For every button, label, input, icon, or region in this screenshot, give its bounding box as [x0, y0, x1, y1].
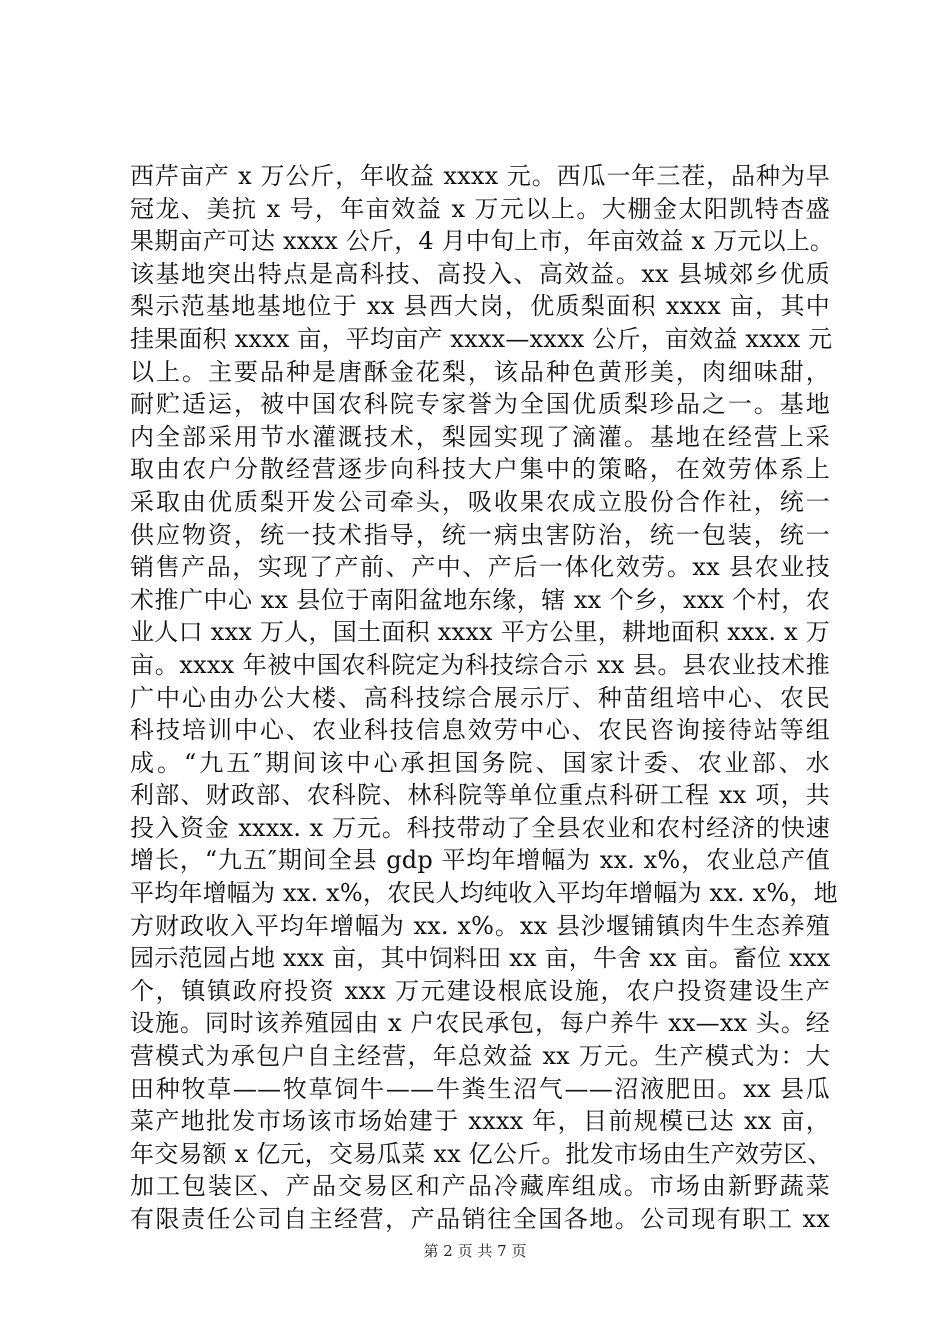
text-line: 该基地突出特点是高科技、高投入、高效益。xx 县城郊乡优质	[130, 259, 830, 288]
text-line: 园示范园占地 xxx 亩，其中饲料田 xx 亩，牛舍 xx 亩。畜位 xxx	[130, 944, 831, 973]
text-line: 科技培训中心、农业科技信息效劳中心、农民咨询接待站等组	[130, 716, 830, 745]
text-line: 有限责任公司自主经营，产品销往全国各地。公司现有职工 xx	[130, 1205, 830, 1233]
text-line: 供应物资，统一技术指导，统一病虫害防治，统一包装，统一	[130, 520, 830, 549]
text-line: 利部、财政部、农科院、林科院等单位重点科研工程 xx 项，共	[130, 781, 830, 810]
text-line: 个，镇镇政府投资 xxx 万元建设根底设施，农户投资建设生产	[130, 976, 830, 1005]
text-line: 广中心由办公大楼、高科技综合展示厅、种苗组培中心、农民	[130, 683, 830, 712]
text-line: 梨示范基地基地位于 xx 县西大岗，优质梨面积 xxxx 亩，其中	[130, 292, 830, 321]
text-line: 营模式为承包户自主经营，年总效益 xx 万元。生产模式为：大	[130, 1042, 830, 1071]
text-line: 年交易额 x 亿元，交易瓜菜 xx 亿公斤。批发市场由生产效劳区、	[130, 1139, 832, 1168]
page-footer: 第 2 页 共 7 页	[423, 1242, 527, 1260]
text-line: 成。“九五″期间该中心承担国务院、国家计委、农业部、水	[130, 748, 830, 777]
text-line: 内全部采用节水灌溉技术，梨园实现了滴灌。基地在经营上采	[130, 422, 830, 451]
text-line: 投入资金 xxxx. x 万元。科技带动了全县农业和农村经济的快速	[130, 813, 830, 842]
text-line: 西芹亩产 x 万公斤，年收益 xxxx 元。西瓜一年三茬，品种为早	[130, 162, 830, 190]
text-line: 以上。主要品种是唐酥金花梨，该品种色黄形美，肉细味甜，	[130, 357, 830, 386]
text-line: 采取由优质梨开发公司牵头，吸收果农成立股份合作社，统一	[130, 487, 830, 516]
text-line: 术推广中心 xx 县位于南阳盆地东缘，辖 xx 个乡，xxx 个村，农	[130, 585, 830, 614]
text-line: 挂果面积 xxxx 亩，平均亩产 xxxx—xxxx 公斤，亩效益 xxxx 元	[130, 324, 833, 353]
text-line: 设施。同时该养殖园由 x 户农民承包，每户养牛 xx—xx 头。经	[130, 1009, 830, 1038]
text-line: 菜产地批发市场该市场始建于 xxxx 年，目前规模已达 xx 亩，	[130, 1107, 830, 1136]
text-line: 平均年增幅为 xx. x%，农民人均纯收入平均年增幅为 xx. x%，地	[130, 879, 838, 908]
text-line: 增长，“九五″期间全县 gdp 平均年增幅为 xx. x%，农业总产值	[130, 846, 830, 875]
text-line: 业人口 xxx 万人，国土面积 xxxx 平方公里，耕地面积 xxx. x 万	[130, 618, 830, 647]
text-line: 取由农户分散经营逐步向科技大户集中的策略，在效劳体系上	[130, 455, 830, 484]
text-line: 冠龙、美抗 x 号，年亩效益 x 万元以上。大棚金太阳凯特杏盛	[130, 194, 830, 223]
body-text	[130, 160, 838, 1236]
text-line: 亩。xxxx 年被中国农科院定为科技综合示 xx 县。县农业技术推	[130, 650, 830, 679]
text-line: 加工包装区、产品交易区和产品冷藏库组成。市场由新野蔬菜	[130, 1172, 830, 1201]
text-line: 方财政收入平均年增幅为 xx. x%。xx 县沙堰铺镇肉牛生态养殖	[130, 911, 830, 940]
text-line: 果期亩产可达 xxxx 公斤，4 月中旬上市，年亩效益 x 万元以上。	[130, 227, 835, 256]
text-line: 耐贮适运，被中国农科院专家誉为全国优质梨珍品之一。基地	[130, 390, 830, 419]
text-line: 销售产品，实现了产前、产中、产后一体化效劳。xx 县农业技	[130, 553, 830, 582]
text-line: 田种牧草——牧草饲牛——牛粪生沼气——沼液肥田。xx 县瓜	[130, 1074, 830, 1103]
